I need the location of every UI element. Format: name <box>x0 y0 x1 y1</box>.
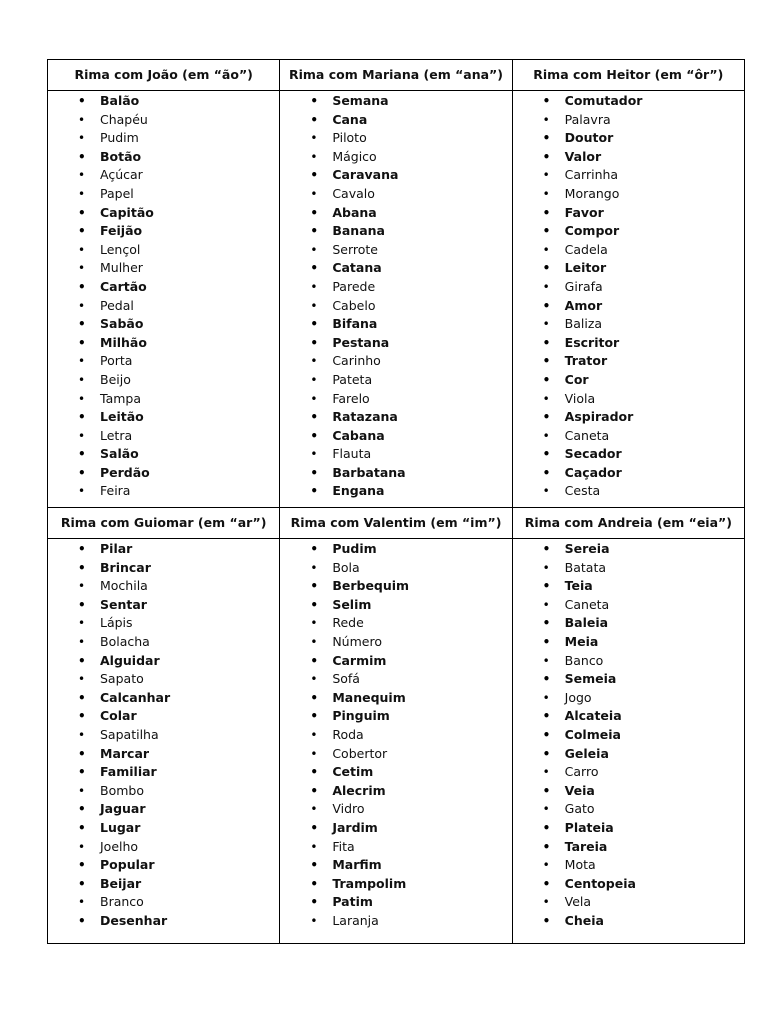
list-item: • Semana <box>280 92 511 111</box>
list-cell-heitor <box>512 91 744 508</box>
list-item: • Letra <box>48 427 279 446</box>
header-joao: Rima com João (em “ão”) <box>48 60 280 91</box>
list-item: • Pateta <box>280 371 511 390</box>
list-cell-valentim <box>280 539 512 944</box>
list-item: • Número <box>280 633 511 652</box>
list-item: • Rede <box>280 614 511 633</box>
list-item: • Capitão <box>48 204 279 223</box>
list-item: • Mota <box>513 856 744 875</box>
list-item: • Caneta <box>513 427 744 446</box>
list-item: • Mochila <box>48 577 279 596</box>
list-item: • Valor <box>513 148 744 167</box>
list-item: • Jaguar <box>48 800 279 819</box>
list-item: • Alguidar <box>48 652 279 671</box>
list-item: • Lápis <box>48 614 279 633</box>
list-item: • Tampa <box>48 390 279 409</box>
list-row-2 <box>48 539 745 944</box>
list-item: • Banana <box>280 222 511 241</box>
list-item: • Piloto <box>280 129 511 148</box>
list-item: • Caneta <box>513 596 744 615</box>
list-cell-joao <box>48 91 280 508</box>
list-item: • Vela <box>513 893 744 912</box>
list-item: • Popular <box>48 856 279 875</box>
list-item: • Morango <box>513 185 744 204</box>
list-item: • Porta <box>48 352 279 371</box>
list-cell-andreia <box>512 539 744 944</box>
list-item: • Cesta <box>513 482 744 501</box>
list-item: • Fita <box>280 838 511 857</box>
list-item: • Baleia <box>513 614 744 633</box>
list-item: • Carro <box>513 763 744 782</box>
list-item: • Branco <box>48 893 279 912</box>
list-item: • Plateia <box>513 819 744 838</box>
list-item: • Baliza <box>513 315 744 334</box>
list-item: • Comutador <box>513 92 744 111</box>
list-item: • Parede <box>280 278 511 297</box>
list-item: • Semeia <box>513 670 744 689</box>
list-item: • Colar <box>48 707 279 726</box>
list-item: • Berbequim <box>280 577 511 596</box>
list-item: • Açúcar <box>48 166 279 185</box>
list-item: • Viola <box>513 390 744 409</box>
list-item: • Colmeia <box>513 726 744 745</box>
list-item: • Flauta <box>280 445 511 464</box>
list-item: • Feijão <box>48 222 279 241</box>
list-item: • Alecrim <box>280 782 511 801</box>
word-list-mariana <box>280 91 511 501</box>
list-item: • Mágico <box>280 148 511 167</box>
list-item: • Milhão <box>48 334 279 353</box>
list-item: • Botão <box>48 148 279 167</box>
list-cell-guiomar <box>48 539 280 944</box>
list-item: • Sapatilha <box>48 726 279 745</box>
list-item: • Marcar <box>48 745 279 764</box>
list-item: • Engana <box>280 482 511 501</box>
list-item: • Familiar <box>48 763 279 782</box>
list-item: • Palavra <box>513 111 744 130</box>
list-item: • Brincar <box>48 559 279 578</box>
list-item: • Joelho <box>48 838 279 857</box>
word-list-andreia <box>513 539 744 930</box>
list-item: • Sabão <box>48 315 279 334</box>
list-item: • Carmim <box>280 652 511 671</box>
list-item: • Banco <box>513 652 744 671</box>
list-item: • Caravana <box>280 166 511 185</box>
list-item: • Veia <box>513 782 744 801</box>
list-item: • Escritor <box>513 334 744 353</box>
list-item: • Pestana <box>280 334 511 353</box>
list-item: • Leitor <box>513 259 744 278</box>
list-item: • Selim <box>280 596 511 615</box>
list-item: • Cetim <box>280 763 511 782</box>
list-item: • Vidro <box>280 800 511 819</box>
word-list-joao <box>48 91 279 501</box>
list-item: • Teia <box>513 577 744 596</box>
list-item: • Feira <box>48 482 279 501</box>
list-item: • Catana <box>280 259 511 278</box>
list-item: • Jardim <box>280 819 511 838</box>
list-item: • Salão <box>48 445 279 464</box>
word-list-valentim <box>280 539 511 930</box>
list-item: • Pedal <box>48 297 279 316</box>
list-item: • Laranja <box>280 912 511 931</box>
list-item: • Perdão <box>48 464 279 483</box>
list-item: • Trator <box>513 352 744 371</box>
list-item: • Gato <box>513 800 744 819</box>
list-item: • Tareia <box>513 838 744 857</box>
list-item: • Abana <box>280 204 511 223</box>
list-item: • Geleia <box>513 745 744 764</box>
list-item: • Cheia <box>513 912 744 931</box>
list-item: • Serrote <box>280 241 511 260</box>
header-guiomar: Rima com Guiomar (em “ar”) <box>48 508 280 539</box>
header-row-2 <box>48 508 745 539</box>
list-item: • Beijo <box>48 371 279 390</box>
list-item: • Favor <box>513 204 744 223</box>
list-item: • Centopeia <box>513 875 744 894</box>
list-item: • Trampolim <box>280 875 511 894</box>
list-item: • Cor <box>513 371 744 390</box>
word-list-heitor <box>513 91 744 501</box>
header-valentim: Rima com Valentim (em “im”) <box>280 508 512 539</box>
header-row-1 <box>48 60 745 91</box>
list-item: • Cana <box>280 111 511 130</box>
rhyme-table <box>47 59 745 944</box>
list-item: • Farelo <box>280 390 511 409</box>
list-item: • Meia <box>513 633 744 652</box>
list-item: • Girafa <box>513 278 744 297</box>
header-andreia: Rima com Andreia (em “eia”) <box>512 508 744 539</box>
word-list-guiomar <box>48 539 279 930</box>
list-item: • Aspirador <box>513 408 744 427</box>
list-item: • Bolacha <box>48 633 279 652</box>
list-item: • Cartão <box>48 278 279 297</box>
list-item: • Jogo <box>513 689 744 708</box>
list-item: • Bombo <box>48 782 279 801</box>
list-item: • Roda <box>280 726 511 745</box>
list-item: • Cobertor <box>280 745 511 764</box>
header-mariana: Rima com Mariana (em “ana”) <box>280 60 512 91</box>
list-item: • Lugar <box>48 819 279 838</box>
list-item: • Pilar <box>48 540 279 559</box>
list-item: • Papel <box>48 185 279 204</box>
list-item: • Alcateia <box>513 707 744 726</box>
list-item: • Calcanhar <box>48 689 279 708</box>
list-item: • Sentar <box>48 596 279 615</box>
list-item: • Barbatana <box>280 464 511 483</box>
list-item: • Sofá <box>280 670 511 689</box>
list-item: • Pinguim <box>280 707 511 726</box>
list-item: • Cadela <box>513 241 744 260</box>
list-item: • Bifana <box>280 315 511 334</box>
list-item: • Sereia <box>513 540 744 559</box>
header-heitor: Rima com Heitor (em “ôr”) <box>512 60 744 91</box>
list-item: • Doutor <box>513 129 744 148</box>
list-item: • Secador <box>513 445 744 464</box>
list-item: • Cavalo <box>280 185 511 204</box>
list-item: • Beijar <box>48 875 279 894</box>
list-item: • Pudim <box>280 540 511 559</box>
list-item: • Pudim <box>48 129 279 148</box>
list-item: • Desenhar <box>48 912 279 931</box>
list-item: • Carrinha <box>513 166 744 185</box>
list-row-1 <box>48 91 745 508</box>
list-item: • Manequim <box>280 689 511 708</box>
list-item: • Leitão <box>48 408 279 427</box>
list-item: • Amor <box>513 297 744 316</box>
list-item: • Carinho <box>280 352 511 371</box>
list-item: • Compor <box>513 222 744 241</box>
list-item: • Sapato <box>48 670 279 689</box>
list-item: • Bola <box>280 559 511 578</box>
list-item: • Mulher <box>48 259 279 278</box>
list-item: • Lençol <box>48 241 279 260</box>
list-item: • Cabana <box>280 427 511 446</box>
list-item: • Balão <box>48 92 279 111</box>
list-item: • Patim <box>280 893 511 912</box>
list-item: • Caçador <box>513 464 744 483</box>
list-item: • Marfim <box>280 856 511 875</box>
list-cell-mariana <box>280 91 512 508</box>
list-item: • Chapéu <box>48 111 279 130</box>
list-item: • Batata <box>513 559 744 578</box>
list-item: • Ratazana <box>280 408 511 427</box>
list-item: • Cabelo <box>280 297 511 316</box>
